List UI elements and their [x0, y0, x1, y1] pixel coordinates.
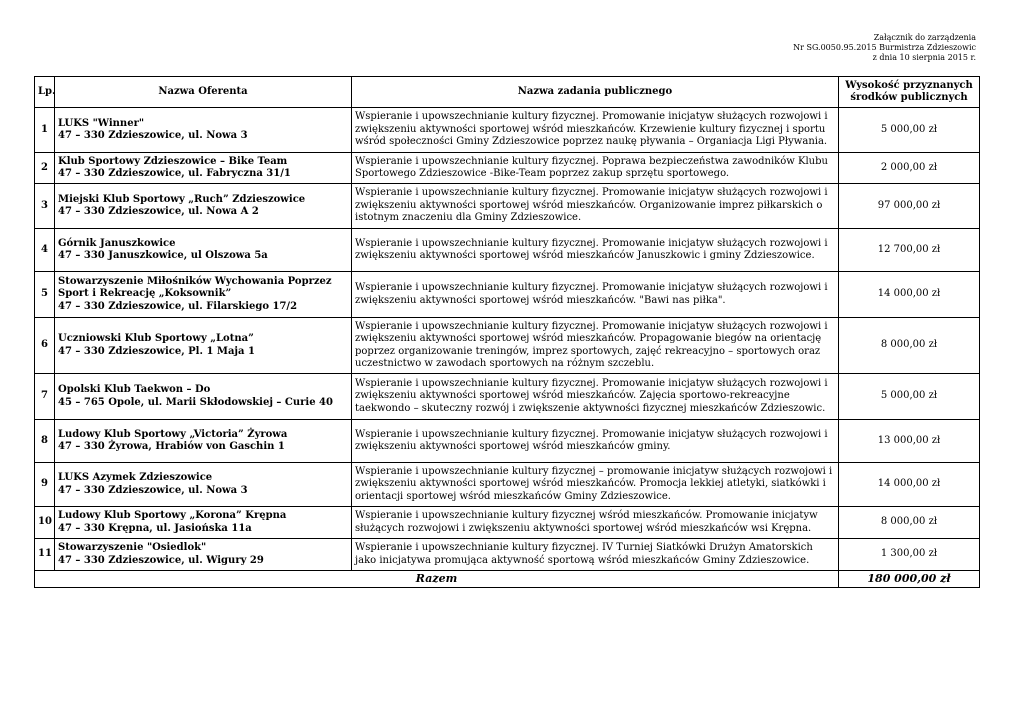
organization-address: 47 – 330 Krępna, ul. Jasiońska 11a [58, 522, 252, 534]
table-row [35, 463, 980, 507]
total-row [35, 571, 980, 588]
organization-cell [55, 374, 352, 420]
row-number: 3 [35, 184, 55, 229]
attachment-note [793, 33, 976, 63]
organization-cell [55, 272, 352, 318]
row-number: 5 [35, 272, 55, 318]
organization-name: Opolski Klub Taekwon – Do [58, 384, 211, 395]
table-row [35, 153, 980, 184]
organization-cell [55, 184, 352, 229]
organization-address: 47 – 330 Zdzieszowice, ul. Fabryczna 31/1 [58, 168, 291, 179]
task-cell: Wspieranie i upowszechnianie kultury fizycznej. Promowanie inicjatyw służących rozwojowi i zwiększeniu aktywności sportowej wśród mieszkańców. Propagowanie biegów na orientację poprzez organizowanie treningów, imprez sportowych, zajęć rekreacyjno – sportowych oraz uczestnictwo w zawodach sportowych na różnym szczeblu. [352, 318, 839, 374]
table-row [35, 374, 980, 420]
table-header-row [35, 77, 980, 108]
organization-cell [55, 108, 352, 153]
organization-cell [55, 229, 352, 272]
organization-name: Ludowy Klub Sportowy „Victoria” Żyrowa [58, 428, 288, 440]
organization-name: Uczniowski Klub Sportowy „Lotna” [58, 333, 254, 344]
total-amount: 180 000,00 zł [839, 571, 980, 588]
amount-cell: 5 000,00 zł [839, 374, 980, 420]
organization-cell [55, 463, 352, 507]
row-number: 1 [35, 108, 55, 153]
task-cell: Wspieranie i upowszechnianie kultury fizycznej. Poprawa bezpieczeństwa zawodników Klubu Sportowego Zdzieszowice -Bike-Team poprzez zakup sprzętu sportowego. [352, 153, 839, 184]
table-row [35, 420, 980, 463]
column-header-lp: Lp. [35, 77, 55, 108]
amount-cell: 2 000,00 zł [839, 153, 980, 184]
table-row [35, 318, 980, 374]
task-cell: Wspieranie i upowszechnianie kultury fizycznej. Promowanie inicjatyw służących rozwojowi i zwiększeniu aktywności sportowej wśród mieszkańców. "Bawi nas piłka". [352, 272, 839, 318]
row-number: 11 [35, 539, 55, 571]
table-row [35, 539, 980, 571]
organization-address: 47 – 330 Zdzieszowice, ul. Nowa 3 [58, 484, 248, 496]
column-header-amount: Wysokość przyznanych środków publicznych [839, 77, 980, 108]
amount-cell: 8 000,00 zł [839, 507, 980, 539]
row-number: 6 [35, 318, 55, 374]
organization-cell [55, 318, 352, 374]
organization-name: LUKS Azymek Zdzieszowice [58, 472, 213, 483]
organization-address: 47 – 330 Żyrowa, Hrabiów von Gaschin 1 [58, 441, 285, 452]
task-cell: Wspieranie i upowszechnianie kultury fizycznej. Promowanie inicjatyw służących rozwojowi i zwiększeniu aktywności sportowej wśród mieszkańców. Organizowanie imprez piłkarskich o istotnym znaczeniu dla Gminy Zdzieszowice. [352, 184, 839, 229]
amount-cell: 97 000,00 zł [839, 184, 980, 229]
organization-name: Klub Sportowy Zdzieszowice – Bike Team [58, 155, 288, 167]
row-number: 10 [35, 507, 55, 539]
organization-address: 47 – 330 Januszkowice, ul Olszowa 5a [58, 250, 268, 261]
organization-address: 47 – 330 Zdzieszowice, ul. Wigury 29 [58, 554, 264, 566]
organization-name: Stowarzyszenie Miłośników Wychowania Poprzez Sport i Rekreację „Koksownik” [58, 275, 332, 300]
organization-address: 47 – 330 Zdzieszowice, ul. Filarskiego 17/2 [58, 300, 298, 312]
amount-cell: 5 000,00 zł [839, 108, 980, 153]
attachment-note-line2: Nr SG.0050.95.2015 Burmistrza Zdzieszowic [793, 43, 976, 52]
organization-name: LUKS "Winner" [58, 117, 145, 129]
amount-cell: 13 000,00 zł [839, 420, 980, 463]
organization-address: 47 – 330 Zdzieszowice, ul. Nowa A 2 [58, 206, 259, 217]
table-row [35, 507, 980, 539]
row-number: 4 [35, 229, 55, 272]
organization-name: Górnik Januszkowice [58, 237, 176, 249]
organization-cell [55, 420, 352, 463]
column-header-org: Nazwa Oferenta [55, 77, 352, 108]
amount-cell: 14 000,00 zł [839, 272, 980, 318]
row-number: 9 [35, 463, 55, 507]
organization-address: 47 – 330 Zdzieszowice, Pl. 1 Maja 1 [58, 345, 255, 357]
row-number: 7 [35, 374, 55, 420]
task-cell: Wspieranie i upowszechnianie kultury fizycznej – promowanie inicjatyw służących rozwojowi i zwiększeniu aktywności sportowej wśród mieszkańców. Promocja lekkiej atletyki, siatkówki i orientacji sportowej wśród mieszkańców Gminy Zdzieszowice. [352, 463, 839, 507]
organization-name: Stowarzyszenie "Osiedlok" [58, 542, 207, 553]
table-row [35, 108, 980, 153]
attachment-note-line1: Załącznik do zarządzenia [873, 33, 976, 42]
table-row [35, 272, 980, 318]
attachment-note-line3: z dnia 10 sierpnia 2015 r. [872, 53, 976, 62]
total-label: Razem [35, 571, 839, 588]
row-number: 8 [35, 420, 55, 463]
row-number: 2 [35, 153, 55, 184]
task-cell: Wspieranie i upowszechnianie kultury fizycznej. Promowanie inicjatyw służących rozwojowi i zwiększeniu aktywności sportowej wśród mieszkańców. Krzewienie kultury fizycznej i sportu wśród społeczności Gminy Zdzieszowice poprzez naukę pływania – Organiacja Ligi Pływania. [352, 108, 839, 153]
table-row [35, 184, 980, 229]
task-cell: Wspieranie i upowszechnianie kultury fizycznej wśród mieszkańców. Promowanie inicjatyw służących rozwojowi i zwiększeniu aktywności sportowej wśród mieszkańców wsi Krępna. [352, 507, 839, 539]
organization-cell [55, 539, 352, 571]
organization-cell [55, 507, 352, 539]
column-header-task: Nazwa zadania publicznego [352, 77, 839, 108]
amount-cell: 14 000,00 zł [839, 463, 980, 507]
organization-name: Miejski Klub Sportowy „Ruch” Zdzieszowice [58, 193, 306, 205]
table-row [35, 229, 980, 272]
amount-cell: 12 700,00 zł [839, 229, 980, 272]
organization-address: 47 – 330 Zdzieszowice, ul. Nowa 3 [58, 130, 248, 141]
amount-cell: 1 300,00 zł [839, 539, 980, 571]
task-cell: Wspieranie i upowszechnianie kultury fizycznej. IV Turniej Siatkówki Drużyn Amatorskich jako inicjatywa promująca aktywność sportową wśród mieszkańców Gminy Zdzieszowice. [352, 539, 839, 571]
organization-cell [55, 153, 352, 184]
task-cell: Wspieranie i upowszechnianie kultury fizycznej. Promowanie inicjatyw służących rozwojowi i zwiększeniu aktywności sportowej wśród mieszkańców gminy. [352, 420, 839, 463]
grants-table [34, 76, 980, 588]
organization-name: Ludowy Klub Sportowy „Korona” Krępna [58, 510, 287, 521]
amount-cell: 8 000,00 zł [839, 318, 980, 374]
task-cell: Wspieranie i upowszechnianie kultury fizycznej. Promowanie inicjatyw służących rozwojowi i zwiększeniu aktywności sportowej wśród mieszkańców Januszkowic i gminy Zdzieszowice. [352, 229, 839, 272]
task-cell: Wspieranie i upowszechnianie kultury fizycznej. Promowanie inicjatyw służących rozwojowi i zwiększeniu aktywności sportowej wśród mieszkańców. Zajęcia sportowo-rekreacyjne taekwondo – skuteczny rozwój i zwiększenie aktywności fizycznej mieszkańców Zdzieszowic. [352, 374, 839, 420]
organization-address: 45 – 765 Opole, ul. Marii Skłodowskiej – Curie 40 [58, 396, 333, 408]
